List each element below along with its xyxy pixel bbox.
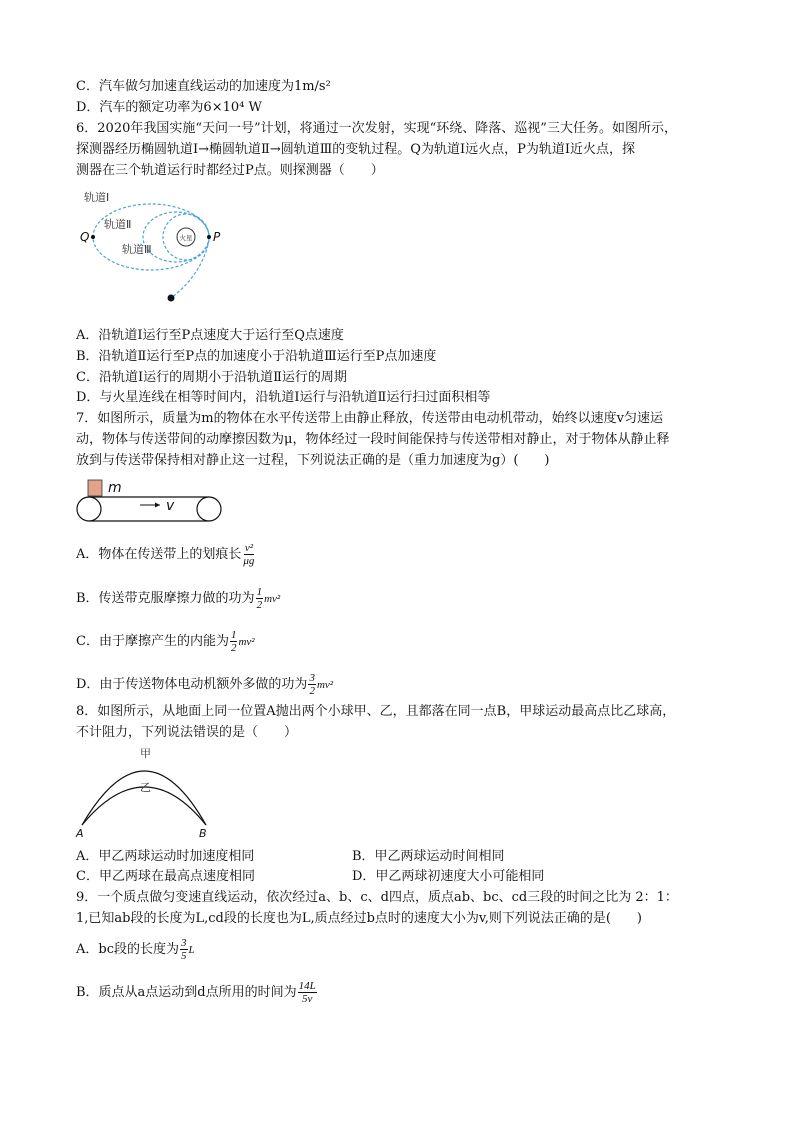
velocity-label: v	[166, 498, 175, 514]
q9-stem-line1: 9．一个质点做匀变速直线运动，依次经过a、b、c、d四点，质点ab、bc、cd三段的时间之比为 2：1：	[76, 890, 678, 905]
fraction-14l-over-5v: $\frac{14L}{5v}$	[298, 980, 316, 1005]
orbit-1-label: 轨道Ⅰ	[84, 191, 110, 204]
q6-option-d: D．与火星连线在相等时间内，沿轨道Ⅰ运行与沿轨道Ⅱ运行扫过面积相等	[76, 390, 491, 405]
q6-stem-line2: 探测器经历椭圆轨道Ⅰ→椭圆轨道Ⅱ→圆轨道Ⅲ的变轨过程。Q为轨道Ⅰ远火点，P为轨道Ⅰ近火点，探	[76, 142, 635, 157]
q8-stem-line2: 不计阻力，下列说法错误的是（ ）	[76, 725, 298, 740]
q9-option-b: B．质点从a点运动到d点所用的时间为 $\frac{14L}{5v}$	[76, 980, 316, 1005]
q7-option-c: C．由于摩擦产生的内能为 $\frac{1}{2}$ mv²	[76, 629, 255, 654]
q8-stem-line1: 8．如图所示，从地面上同一位置A抛出两个小球甲、乙，且都落在同一点B，甲球运动最高点比乙球高，	[76, 704, 676, 719]
block-m	[88, 480, 102, 496]
mass-label: m	[108, 480, 122, 496]
q6-stem-line3: 测器在三个轨道运行时都经过P点。则探测器（ ）	[76, 163, 384, 178]
right-roller	[197, 497, 221, 521]
q8-option-d: D．甲乙两球初速度大小可能相同	[352, 869, 545, 884]
q7-option-a: A．物体在传送带上的划痕长 $\frac{\text{v²}}{\mu g}$	[76, 542, 255, 567]
projectile-diagram	[74, 743, 214, 839]
fraction-three-halves: $\frac{3}{2}$	[309, 672, 315, 697]
label-a: A	[76, 827, 84, 839]
conveyor-diagram	[76, 478, 226, 526]
q8-option-c: C．甲乙两球在最高点速度相同	[76, 869, 255, 884]
q6-option-b: B．沿轨道Ⅱ运行至P点的加速度小于沿轨道Ⅲ运行至P点加速度	[76, 349, 437, 364]
approach-trajectory	[171, 240, 209, 298]
orbit-2-label: 轨道Ⅱ	[104, 218, 132, 231]
q7-stem-line1: 7．如图所示，质量为m的物体在水平传送带上由静止释放，传送带由电动机带动，始终以速度v匀速运	[76, 411, 663, 426]
point-q-dot	[91, 235, 95, 239]
probe-dot	[168, 295, 175, 302]
q9-option-a: A．bc段的长度为 $\frac{3}{5}$ L	[76, 937, 195, 962]
orbit-3-label: 轨道Ⅲ	[122, 243, 152, 256]
orbit-2	[143, 212, 209, 262]
q6-option-c: C．沿轨道Ⅰ运行的周期小于沿轨道Ⅱ运行的周期	[76, 370, 347, 385]
label-yi: 乙	[140, 781, 151, 794]
q8-option-b: B．甲乙两球运动时间相同	[352, 849, 505, 864]
point-q-label: Q	[80, 230, 90, 244]
label-jia: 甲	[140, 747, 151, 760]
velocity-arrowhead	[155, 503, 160, 508]
fraction-one-half: $\frac{1}{2}$	[230, 629, 237, 654]
fraction-three-fifths: $\frac{3}{5}$	[181, 937, 187, 962]
fraction-v2-over-mug: $\frac{\text{v²}}{\mu g}$	[243, 542, 255, 567]
option-d5: D．汽车的额定功率为6×10⁴ W	[76, 100, 262, 115]
q9-stem-line2: 1,已知ab段的长度为L,cd段的长度也为L,质点经过b点时的速度大小为v,则下列说法正确的是( )	[76, 911, 643, 926]
fraction-one-half: $\frac{1}{2}$	[256, 586, 263, 611]
q7-option-d: D．由于传送物体电动机额外多做的功为 $\frac{3}{2}$ mv²	[76, 672, 334, 697]
q7-option-b: B．传送带克服摩擦力做的功为 $\frac{1}{2}$ mv²	[76, 586, 281, 611]
mars-label: 火星	[179, 234, 193, 242]
q7-stem-line2: 动，物体与传送带间的动摩擦因数为μ，物体经过一段时间能保持与传送带相对静止，对于物体从静止释	[76, 432, 670, 447]
q6-stem-line1: 6．2020年我国实施“天问一号”计划，将通过一次发射，实现“环绕、降落、巡视”三大任务。如图所示，	[76, 121, 677, 136]
q7-stem-line3: 放到与传送带保持相对静止这一过程，下列说法正确的是（重力加速度为g）( )	[76, 453, 550, 468]
q8-option-a: A．甲乙两球运动时加速度相同	[76, 849, 255, 864]
option-c5: C．汽车做匀加速直线运动的加速度为1m/s²	[76, 79, 331, 94]
orbit-diagram	[76, 182, 236, 310]
left-roller	[77, 497, 101, 521]
label-b: B	[199, 827, 207, 839]
point-p-dot	[207, 235, 211, 239]
trajectory-jia	[82, 771, 206, 825]
point-p-label: P	[213, 230, 221, 244]
q6-option-a: A．沿轨道Ⅰ运行至P点速度大于运行至Q点速度	[76, 328, 344, 343]
